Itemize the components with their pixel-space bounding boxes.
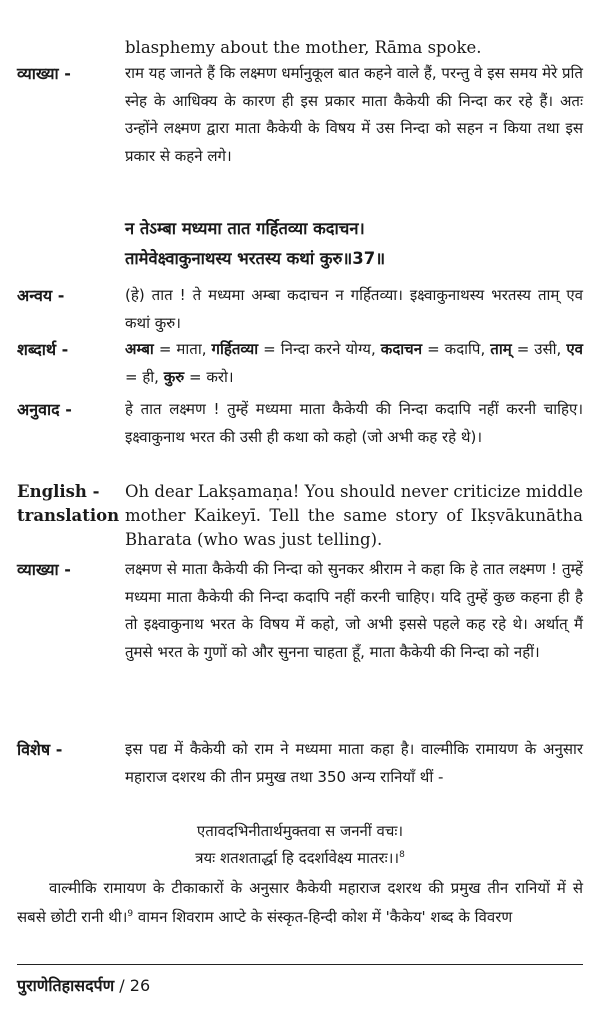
commentary-section-1 <box>17 60 583 170</box>
verse-line-1: न तेऽम्बा मध्यमा तात गर्हितव्या कदाचन। <box>125 219 365 238</box>
special-note-section <box>17 736 583 791</box>
word-garhitavya: गर्हितव्या <box>211 340 259 358</box>
sanskrit-verse <box>125 214 585 274</box>
page-number: 26 <box>129 976 151 995</box>
commentary-label-2: व्याख्या - <box>17 560 71 579</box>
page-footer <box>17 974 150 998</box>
word-amba: अम्बा <box>125 340 154 358</box>
word-kadachan: कदाचन <box>380 340 423 358</box>
word-meaning-label: शब्दार्थ - <box>17 340 69 359</box>
special-note-text: इस पद्य में कैकेयी को राम ने मध्यमा माता कहा है। वाल्मीकि रामायण के अनुसार महाराज दशरथ की तीन प्रमुख तथा 350 अन्य रानियाँ थीं - <box>125 740 583 786</box>
commentary-text-2: लक्ष्मण से माता कैकेयी की निन्दा को सुनकर श्रीराम ने कहा कि हे तात लक्ष्मण ! तुम्हें मध्यमा माता कैकेयी की निन्दा कदापि नहीं करनी चाहिए। यदि तुम्हें कुछ कहना ही है तो इक्ष्वाकुनाथ भरत के विषय में कहो, जो अभी इससे पहले कह रहे थे। अर्थात् मैं तुमसे भरत के गुणों को और सुनना चाहता हूँ, माता कैकेयी की निन्दा को नहीं। <box>125 560 583 661</box>
quote-line-2: त्रयः शतशतार्द्धा हि ददर्शावेक्ष्य मातरः।।$^8$ <box>195 849 405 867</box>
word-kuru: कुरु <box>163 367 185 386</box>
footnote-ref-8: 8 <box>399 850 405 860</box>
closing-paragraph: वाल्मीकि रामायण के टीकाकारों के अनुसार कैकेयी महाराज दशरथ की प्रमुख तीन रानियों में से सबसे छोटी रानी थी।$^9$ वामन शिवराम आप्टे के संस्कृत-हिन्दी कोश में 'कैकेय' शब्द के विवरण <box>17 879 583 926</box>
commentary-label: व्याख्या - <box>17 64 71 83</box>
translation-hindi-section <box>17 396 583 451</box>
word-meaning-text: अम्बा = माता, गर्हितव्या = निन्दा करने योग्य, कदाचन = कदापि, ताम् = उसी, एव = ही, कुरु = करो। <box>125 340 584 386</box>
word-tam: ताम् <box>490 340 512 358</box>
translation-english-label: English - translation <box>17 482 120 525</box>
word-eva: एव <box>566 340 584 358</box>
anvaya-section <box>17 282 583 337</box>
translation-hindi-label: अनुवाद - <box>17 400 72 419</box>
translation-hindi-text: हे तात लक्ष्मण ! तुम्हें मध्यमा माता कैकेयी की निन्दा कदापि नहीं करनी चाहिए। इक्ष्वाकुनाथ भरत की उसी ही कथा को कहो (जो अभी कह रहे थे)। <box>125 400 583 446</box>
commentary-section-2 <box>17 556 583 666</box>
anvaya-text: (हे) तात ! ते मध्यमा अम्बा कदाचन न गर्हितव्या। इक्ष्वाकुनाथस्य भरतस्य ताम् एव कथां कुरु। <box>125 286 583 332</box>
anvaya-label: अन्वय - <box>17 286 65 305</box>
translation-english-section <box>17 480 583 552</box>
verse-line-2: तामेवेक्ष्वाकुनाथस्य भरतस्य कथां कुरु॥37॥ <box>125 249 386 268</box>
footer-separator: / <box>114 976 130 995</box>
book-title: पुराणेतिहासदर्पण <box>17 976 115 995</box>
special-note-label: विशेष - <box>17 740 63 759</box>
commentary-text: राम यह जानते हैं कि लक्ष्मण धर्मानुकूल बात कहने वाले हैं, परन्तु वे इस समय मेरे प्रति स्नेह के आधिक्य के कारण ही इस प्रकार माता कैकेयी की निन्दा कर रहे हैं। अतः उन्होंने लक्ष्मण द्वारा माता कैकेयी के विषय में उस निन्दा को सहन न किया तथा इस प्रकार से कहने लगे। <box>125 64 583 165</box>
continuation-line: blasphemy about the mother, Rāma spoke. <box>125 38 482 57</box>
quote-line-1: एतावदभिनीतार्थमुक्तवा स जननीं वचः। <box>196 822 404 840</box>
quoted-verse <box>0 818 600 872</box>
translation-english-text: Oh dear Lakṣamaṇa! You should never criticize middle mother Kaikeyī. Tell the same story of Ikṣvākunātha Bharata (who was just telling). <box>125 482 583 549</box>
footer-divider <box>17 964 583 965</box>
word-meaning-section <box>17 336 583 391</box>
footnote-ref-9: 9 <box>127 908 134 919</box>
